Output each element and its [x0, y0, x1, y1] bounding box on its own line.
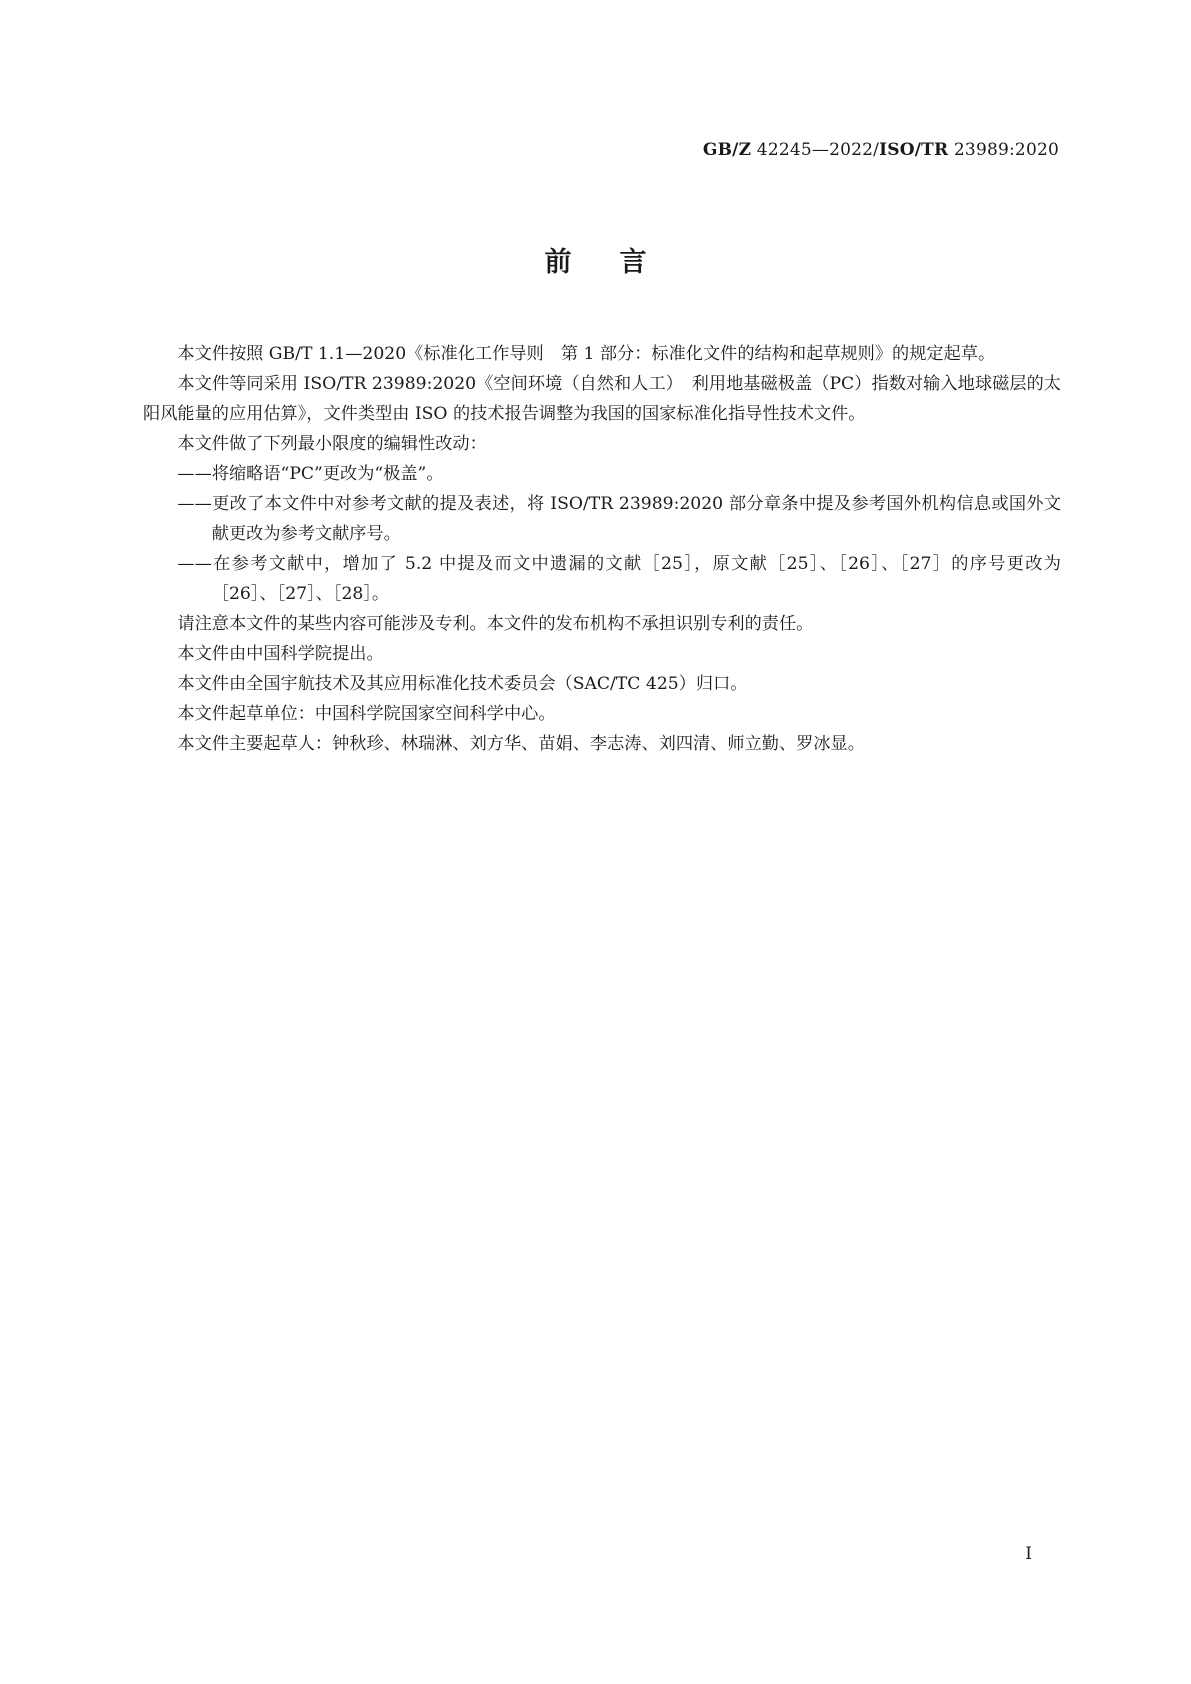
header-code-number-iso: 23989:2020: [948, 140, 1059, 160]
change-item-abbreviation: ——将缩略语“PC”更改为“极盖”。: [177, 464, 444, 484]
document-code-header: [703, 140, 1059, 160]
paragraph-drafting-rules: 本文件按照 GB/T 1.1—2020《标准化工作导则 第 1 部分：标准化文件的结构和起草规则》的规定起草。: [177, 344, 996, 364]
change-item-bibliography: ——在参考文献中，增加了 5.2 中提及而文中遗漏的文献［25］，原文献［25］、［26］、［27］的序号更改为［26］、［27］、［28］。: [177, 554, 1061, 604]
page-number: I: [1025, 1544, 1032, 1564]
paragraph-patent-notice: 请注意本文件的某些内容可能涉及专利。本文件的发布机构不承担识别专利的责任。: [177, 614, 814, 634]
paragraph-edit-intro: 本文件做了下列最小限度的编辑性改动：: [177, 434, 487, 454]
header-code-prefix-iso: ISO/TR: [879, 140, 949, 160]
paragraph-proposer: 本文件由中国科学院提出。: [177, 644, 384, 664]
change-item-references: ——更改了本文件中对参考文献的提及表述，将 ISO/TR 23989:2020 部分章条中提及参考国外机构信息或国外文献更改为参考文献序号。: [177, 494, 1061, 544]
header-code-number-gbz: 42245—2022/: [751, 140, 880, 160]
paragraph-drafters: 本文件主要起草人：钟秋珍、林瑞淋、刘方华、苗娟、李志涛、刘四清、师立勤、罗冰显。: [177, 734, 865, 754]
header-code-prefix-gbz: GB/Z: [702, 140, 752, 160]
paragraph-technical-committee: 本文件由全国宇航技术及其应用标准化技术委员会（SAC/TC 425）归口。: [177, 674, 748, 694]
paragraph-drafting-unit: 本文件起草单位：中国科学院国家空间科学中心。: [177, 704, 556, 724]
foreword-body: [143, 339, 1061, 759]
paragraph-adoption: 本文件等同采用 ISO/TR 23989:2020《空间环境（自然和人工） 利用地基磁极盖（PC）指数对输入地球磁层的太阳风能量的应用估算》，文件类型由 ISO 的技术报告调整为我国的国家标准化指导性技术文件。: [143, 374, 1061, 424]
page-title: 前言: [544, 247, 695, 278]
